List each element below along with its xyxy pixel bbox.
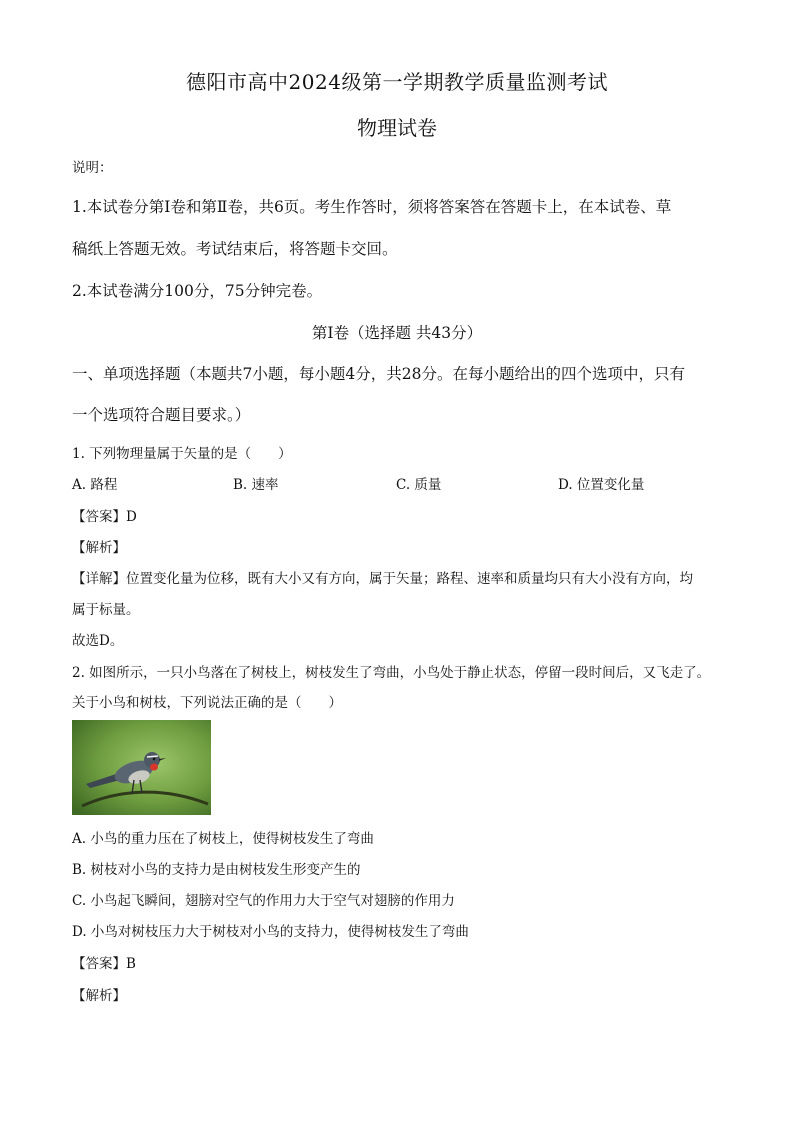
question-1-option-b: B. 速率	[233, 477, 279, 493]
question-1-option-c: C. 质量	[396, 477, 442, 493]
question-2-stem-line-1: 2. 如图所示，一只小鸟落在了树枝上，树枝发生了弯曲，小鸟处于静止状态，停留一段时间后，又飞走了。	[72, 665, 711, 681]
note-item-2: 2.本试卷满分100分，75分钟完卷。	[72, 282, 323, 300]
question-1-answer: 【答案】D	[72, 509, 137, 525]
section-1-instructions-line-2: 一个选项符合题目要求。）	[72, 406, 251, 424]
exam-title: 德阳市高中2024级第一学期教学质量监测考试	[186, 70, 608, 94]
question-2-answer: 【答案】B	[72, 956, 136, 972]
question-1-detail-line-1: 【详解】位置变化量为位移，既有大小又有方向，属于矢量；路程、速率和质量均只有大小没有方向，均	[72, 571, 693, 587]
question-1-option-d: D. 位置变化量	[558, 477, 645, 493]
note-item-1-line-2: 稿纸上答题无效。考试结束后，将答题卡交回。	[72, 240, 398, 258]
question-1-detail-line-2: 属于标量。	[72, 602, 140, 618]
question-2-option-b: B. 树枝对小鸟的支持力是由树枝发生形变产生的	[72, 862, 361, 878]
bird-on-branch-photo	[72, 720, 211, 815]
question-2-option-a: A. 小鸟的重力压在了树枝上，使得树枝发生了弯曲	[72, 831, 374, 847]
question-2-analysis-label: 【解析】	[72, 988, 126, 1004]
question-1-analysis-label: 【解析】	[72, 540, 126, 556]
question-1-stem: 1. 下列物理量属于矢量的是（ ）	[72, 446, 292, 462]
question-2-option-c: C. 小鸟起飞瞬间，翅膀对空气的作用力大于空气对翅膀的作用力	[72, 893, 455, 909]
exam-subtitle: 物理试卷	[357, 116, 437, 140]
question-1-conclusion: 故选D。	[72, 633, 124, 649]
part-1-heading: 第Ⅰ卷（选择题 共43分）	[311, 324, 483, 342]
note-item-1-line-1: 1.本试卷分第Ⅰ卷和第Ⅱ卷，共6页。考生作答时，须将答案答在答题卡上，在本试卷、草	[72, 198, 672, 216]
question-2-option-d: D. 小鸟对树枝压力大于树枝对小鸟的支持力，使得树枝发生了弯曲	[72, 924, 469, 940]
question-1-option-a: A. 路程	[72, 477, 118, 493]
question-2-stem-line-2: 关于小鸟和树枝，下列说法正确的是（ ）	[72, 695, 342, 711]
section-1-instructions-line-1: 一、单项选择题（本题共7小题，每小题4分，共28分。在每小题给出的四个选项中，只有	[72, 365, 685, 383]
notes-heading: 说明：	[72, 160, 113, 176]
